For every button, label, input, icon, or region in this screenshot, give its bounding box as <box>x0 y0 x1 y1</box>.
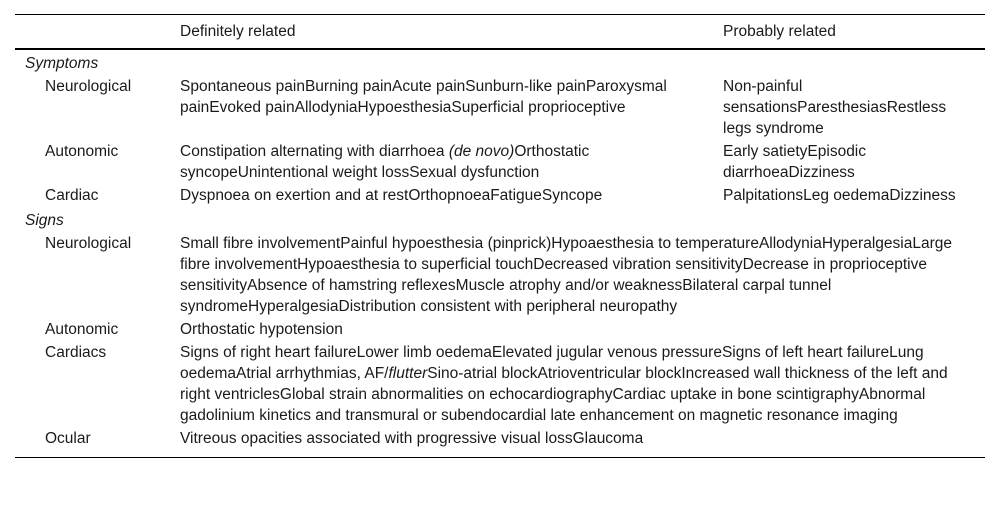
row-category: Cardiac <box>45 187 99 204</box>
row-category: Autonomic <box>45 321 119 338</box>
text-segment: Orthostatic syncopeUnintentional weight lossSexual dysfunction <box>180 143 590 181</box>
table-row <box>15 184 985 207</box>
table-row <box>15 232 985 318</box>
row-definitely-related: Vitreous opacities associated with progressive visual lossGlaucoma <box>180 427 985 458</box>
row-category: Neurological <box>45 235 132 252</box>
section-row-signs <box>15 207 985 232</box>
header-definitely-related: Definitely related <box>180 15 723 50</box>
row-category: Neurological <box>45 78 132 95</box>
header-empty-cell <box>15 15 180 50</box>
row-probably-related: PalpitationsLeg oedemaDizziness <box>723 187 956 204</box>
row-definitely-related: Dyspnoea on exertion and at restOrthopnoeaFatigueSyncope <box>180 187 603 204</box>
row-probably-related: Non-painful sensationsParesthesiasRestless legs syndrome <box>723 78 947 137</box>
row-definitely-related: Small fibre involvementPainful hypoesthesia (pinprick)Hypoaesthesia to temperatureAllodyniaHyperalgesiaLarge fibre involvementHypoaesthesia to superficial touchDecreased vibration sensitivityDecrease in proprioceptive sensitivityAbsence of hamstring reflexesMuscle atrophy and/or weaknessBilateral carpal tunnel syndromeHyperalgesiaDistribution consistent with peripheral neuropathy <box>180 235 952 315</box>
row-definitely-related: Spontaneous painBurning painAcute painSunburn-like painParoxysmal painEvoked painAllodyniaHypoesthesiaSuperficial proprioceptive <box>180 78 667 116</box>
italic-text-segment: flutter <box>388 365 428 382</box>
row-definitely-related <box>180 341 985 427</box>
row-category: Cardiacs <box>45 344 107 361</box>
row-definitely-related: Orthostatic hypotension <box>180 321 343 338</box>
clinical-features-table <box>15 14 985 458</box>
text-segment: Sino-atrial blockAtrioventricular blockIncreased wall thickness of the left and right ventriclesGlobal strain abnormalities on echocardiographyCardiac uptake in bone scintigraphyAbnormal gadolinium kinetics and transmural or subendocardial late enhancement on magnetic resonance imaging <box>180 365 948 424</box>
table-row <box>15 427 985 458</box>
row-definitely-related <box>180 140 723 184</box>
table-row <box>15 318 985 341</box>
row-category: Ocular <box>15 427 180 458</box>
section-row-symptoms <box>15 49 985 75</box>
clinical-table-container <box>15 14 985 458</box>
table-row <box>15 341 985 427</box>
header-probably-related: Probably related <box>723 15 985 50</box>
row-probably-related: Early satietyEpisodic diarrhoeaDizziness <box>723 143 867 181</box>
section-title: Signs <box>25 212 64 229</box>
text-segment: Constipation alternating with diarrhoea <box>180 143 449 160</box>
row-category: Autonomic <box>45 143 119 160</box>
table-row <box>15 75 985 140</box>
table-row <box>15 140 985 184</box>
table-header-row <box>15 15 985 50</box>
text-segment: Signs of right heart failureLower limb oedemaElevated jugular venous pressureSigns of left heart failureLung oedemaAtrial arrhythmias, AF/ <box>180 344 924 382</box>
section-title: Symptoms <box>25 55 99 72</box>
italic-text-segment: (de novo) <box>448 143 515 160</box>
